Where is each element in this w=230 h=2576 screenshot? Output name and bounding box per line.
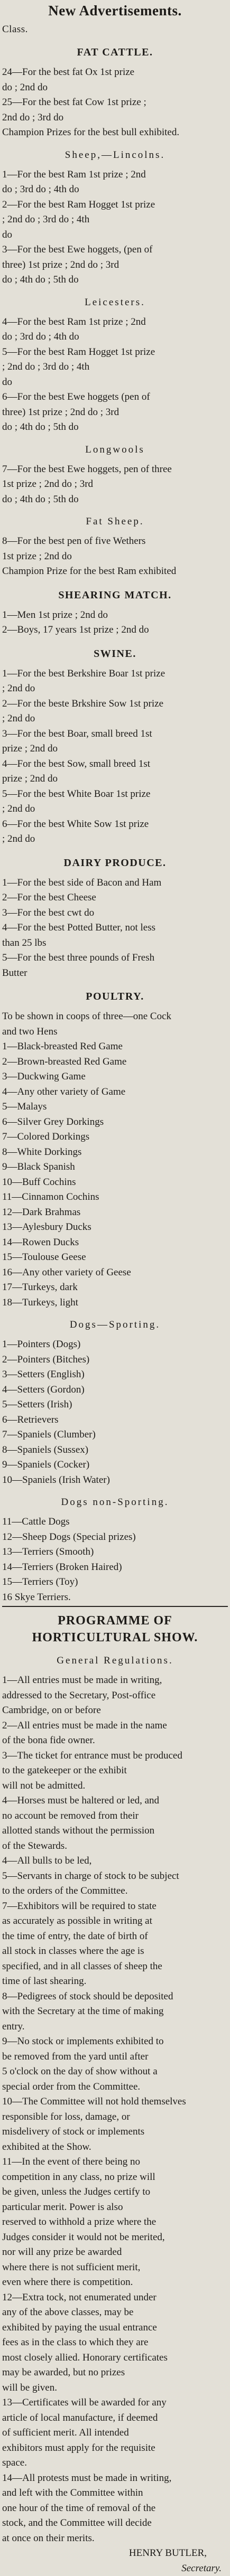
entry-line: 5—Servants in charge of stock to be subject [2,1869,228,1884]
section-rule [2,1606,228,1607]
entry-line: To be shown in coops of three—one Cock [2,1009,228,1024]
entry-line: be given, unless the Judges certify to [2,2185,228,2200]
entry-line: do ; 4th do ; 5th do [2,272,228,288]
entry-line: 6—Retrievers [2,1413,228,1428]
entry-line: 8—Spaniels (Sussex) [2,1443,228,1458]
entry-list [2,1515,228,1605]
entry-line: of the Stewards. [2,1839,228,1854]
entry-list [2,1337,228,1488]
entry-line: misdelivery of stock or implements [2,2124,228,2140]
entry-line: fees as in the class to which they are [2,2335,228,2351]
entry-line: 2—For the best Cheese [2,890,228,906]
entry-line: 1—Black-breasted Red Game [2,1039,228,1055]
entry-list [2,315,228,435]
entry-line: article of local manufacture, if deemed [2,2411,228,2426]
entry-line: 8—For the best pen of five Wethers [2,534,228,549]
entry-line: 9—No stock or implements exhibited to [2,2034,228,2049]
entry-line: 1—All entries must be made in writing, [2,1673,228,1688]
entry-line: do [2,228,228,243]
entry-line: 4—Horses must be haltered or led, and [2,1793,228,1809]
entry-line: 24—For the best fat Ox 1st prize [2,65,228,80]
entry-line: entry. [2,2019,228,2035]
entry-line: where there is not sufficient merit, [2,2260,228,2276]
subsection-heading: General Regulations. [2,1653,228,1668]
entry-line: any of the above classes, may be [2,2305,228,2320]
entry-line: 5—Malays [2,1099,228,1115]
entry-line: ; 2nd do [2,681,228,697]
entry-line: allotted stands without the permission [2,1823,228,1839]
entry-line: may be awarded, but no prizes [2,2365,228,2381]
section-heading: FAT CATTLE. [2,45,228,60]
entry-line: competition in any class, no prize will [2,2170,228,2185]
entry-line: exhibited by paying the usual entrance [2,2320,228,2336]
subsection-heading: Fat Sheep. [2,514,228,529]
section-heading: SHEARING MATCH. [2,588,228,603]
entry-list [2,1009,228,1310]
entry-line: 10—Spaniels (Irish Water) [2,1473,228,1488]
entry-line: ; 2nd do [2,802,228,817]
entry-line: 16 Skye Terriers. [2,1590,228,1605]
entry-line: to the gatekeeper or the exhibit [2,1763,228,1779]
entry-line: 10—Buff Cochins [2,1175,228,1190]
entry-line: 13—Terriers (Smooth) [2,1545,228,1560]
entry-line: 4—For the best Sow, small breed 1st [2,757,228,772]
entry-line: 12—Sheep Dogs (Special prizes) [2,1530,228,1545]
entry-line: the time of entry, the date of birth of [2,1929,228,1944]
entry-line: 2nd do ; 3rd do [2,110,228,126]
entry-line: specified, and in all classes of sheep the [2,1959,228,1975]
entry-line: 5—For the best Ram Hogget 1st prize [2,345,228,360]
entry-line: 4—For the best Ram 1st prize ; 2nd [2,315,228,330]
entry-line: of sufficient merit. All intended [2,2425,228,2441]
entry-line: even where there is competition. [2,2275,228,2290]
entry-line: to the orders of the Committee. [2,1884,228,1899]
entry-line: as accurately as possible in writing at [2,1914,228,1929]
class-label: Class. [2,22,228,36]
entry-line: 2—For the beste Brkshire Sow 1st prize [2,697,228,712]
entry-line: will be given. [2,2381,228,2396]
entry-line: 4—Any other variety of Game [2,1085,228,1100]
entry-line: 1st prize ; 2nd do ; 3rd [2,477,228,492]
entry-line: particular merit. Power is also [2,2200,228,2215]
entry-line: and left with the Committee within [2,2486,228,2501]
entry-line: time of last shearing. [2,1974,228,1989]
entry-line: HENRY BUTLER, [2,2546,228,2561]
entry-line: 2—Boys, 17 years 1st prize ; 2nd do [2,623,228,638]
entry-line: reserved to withhold a prize where the [2,2215,228,2230]
entry-line: ; 2nd do [2,832,228,847]
entry-line: 2—Pointers (Bitches) [2,1352,228,1368]
entry-line: 3—The ticket for entrance must be produced [2,1748,228,1764]
section-heading: DAIRY PRODUCE. [2,855,228,870]
entry-line: Champion Prizes for the best bull exhibited. [2,125,228,140]
entry-line: 9—Spaniels (Cocker) [2,1458,228,1473]
entry-line: 7—Spaniels (Clumber) [2,1427,228,1443]
subsection-heading: Dogs—Sporting. [2,1318,228,1332]
entry-line: 6—For the best Ewe hoggets (pen of [2,390,228,405]
entry-line: will not be admitted. [2,1779,228,1794]
subsection-heading: Longwools [2,443,228,457]
entry-line: space. [2,2456,228,2471]
entry-line: 4—Setters (Gordon) [2,1383,228,1398]
entry-line: of the bona fide owner. [2,1733,228,1748]
entry-line: than 25 lbs [2,936,228,951]
entry-line: 3—Setters (English) [2,1367,228,1383]
advertisement-column [2,2,228,2329]
entry-line: 5—For the best White Boar 1st prize [2,787,228,802]
entry-list [2,534,228,579]
entry-line: do ; 3rd do ; 4th do [2,330,228,345]
entry-line: 4—For the best Potted Butter, not less [2,920,228,936]
programme-heading: PROGRAMME OF HORTICULTURAL SHOW. [2,1612,228,1646]
entry-line: exhibited at the Show. [2,2140,228,2155]
entry-line: exhibitors must apply for the requisite [2,2441,228,2456]
subsection-heading: Sheep,—Lincolns. [2,148,228,162]
masthead: New Advertisements. [2,2,228,19]
entry-line: ; 2nd do ; 3rd do ; 4th [2,212,228,228]
entry-line: ; 2nd do ; 3rd do ; 4th [2,360,228,375]
entry-list [2,666,228,847]
entry-line: 14—Terriers (Broken Haired) [2,1560,228,1575]
entry-line: 14—Rowen Ducks [2,1235,228,1251]
section-heading: POULTRY. [2,989,228,1004]
entry-line: 1—Pointers (Dogs) [2,1337,228,1352]
entry-line: at once on their merits. [2,2531,228,2546]
entry-line: 5 o'clock on the day of show without a [2,2064,228,2080]
entry-list [2,1673,228,2546]
entry-line: three) 1st prize ; 2nd do ; 3rd [2,405,228,420]
entry-line: 16—Any other variety of Geese [2,1265,228,1281]
entry-line: three) 1st prize ; 2nd do ; 3rd [2,258,228,273]
entry-line: 11—Cinnamon Cochins [2,1190,228,1205]
advert-body [2,22,228,2576]
entry-line: 1—For the best Berkshire Boar 1st prize [2,666,228,682]
entry-line: 3—For the best cwt do [2,906,228,921]
entry-line: 3—For the best Boar, small breed 1st [2,727,228,742]
entry-line: 11—In the event of there being no [2,2155,228,2170]
entry-line: do ; 4th do ; 5th do [2,420,228,435]
entry-line: Champion Prize for the best Ram exhibited [2,564,228,579]
entry-list [2,462,228,507]
entry-line: one hour of the time of removal of the [2,2501,228,2516]
entry-line: 1st prize ; 2nd do [2,549,228,565]
entry-line: 2—All entries must be made in the name [2,1718,228,1734]
entry-line: 13—Certificates will be awarded for any [2,2395,228,2411]
entry-list [2,876,228,981]
entry-line: 6—For the best White Sow 1st prize [2,817,228,832]
entry-line: 1—Men 1st prize ; 2nd do [2,608,228,623]
entry-line: 7—Colored Dorkings [2,1130,228,1145]
entry-line: 10—The Committee will not hold themselves [2,2094,228,2110]
entry-line: 3—For the best Ewe hoggets, (pen of [2,242,228,258]
entry-line: 1—For the best side of Bacon and Ham [2,876,228,891]
entry-line: 7—Exhibitors will be required to state [2,1899,228,1914]
entry-line: addressed to the Secretary, Post-office [2,1688,228,1704]
entry-line: 2—Brown-breasted Red Game [2,1055,228,1070]
entry-line: 25—For the best fat Cow 1st prize ; [2,95,228,110]
entry-line: no account be removed from their [2,1809,228,1824]
entry-list [2,2546,228,2576]
entry-line: 3—Duckwing Game [2,1069,228,1085]
entry-line: 9—Black Spanish [2,1160,228,1175]
entry-line: Butter [2,966,228,981]
entry-line: be removed from the yard until after [2,2049,228,2065]
entry-list [2,65,228,140]
section-heading: SWINE. [2,646,228,661]
entry-list [2,167,228,288]
entry-line: 8—Pedigrees of stock should be deposited [2,1989,228,2005]
subsection-heading: Leicesters. [2,295,228,309]
entry-line: 7—For the best Ewe hoggets, pen of three [2,462,228,477]
entry-line: 1—For the best Ram 1st prize ; 2nd [2,167,228,183]
entry-line: all stock in classes where the age is [2,1944,228,1959]
entry-line: prize ; 2nd do [2,741,228,757]
entry-line: 5—Setters (Irish) [2,1397,228,1413]
entry-line: 14—All protests must be made in writing, [2,2471,228,2486]
entry-line: stock, and the Committee will decide [2,2516,228,2531]
entry-line: 6—Silver Grey Dorkings [2,1115,228,1130]
entry-line: 4—All bulls to be led, [2,1854,228,1869]
entry-line: prize ; 2nd do [2,772,228,787]
entry-line: ; 2nd do [2,711,228,727]
entry-line: most closely allied. Honorary certificates [2,2351,228,2366]
entry-line: and two Hens [2,1024,228,1040]
entry-line: 11—Cattle Dogs [2,1515,228,1530]
entry-line: Secretary. [2,2561,228,2576]
entry-line: 18—Turkeys, light [2,1295,228,1311]
entry-line: 12—Extra tock, not enumerated under [2,2290,228,2306]
entry-line: special order from the Committee. [2,2080,228,2095]
entry-line: Cambridge, on or before [2,1703,228,1718]
subsection-heading: Dogs non-Sporting. [2,1495,228,1509]
entry-line: 5—For the best three pounds of Fresh [2,951,228,966]
entry-line: 17—Turkeys, dark [2,1280,228,1295]
entry-line: 13—Aylesbury Ducks [2,1220,228,1235]
entry-line: do ; 3rd do ; 4th do [2,182,228,198]
entry-line: 15—Toulouse Geese [2,1250,228,1265]
entry-line: with the Secretary at the time of making [2,2004,228,2019]
entry-line: 8—White Dorkings [2,1145,228,1160]
entry-line: do ; 4th do ; 5th do [2,492,228,507]
entry-line: 2—For the best Ram Hogget 1st prize [2,198,228,213]
entry-line: Judges consider it would not be merited, [2,2230,228,2245]
entry-line: responsible for loss, damage, or [2,2110,228,2125]
entry-line: nor will any prize be awarded [2,2245,228,2260]
entry-line: 15—Terriers (Toy) [2,1575,228,1590]
entry-list [2,608,228,638]
entry-line: do [2,375,228,390]
entry-line: 12—Dark Brahmas [2,1205,228,1220]
entry-line: do ; 2nd do [2,80,228,96]
